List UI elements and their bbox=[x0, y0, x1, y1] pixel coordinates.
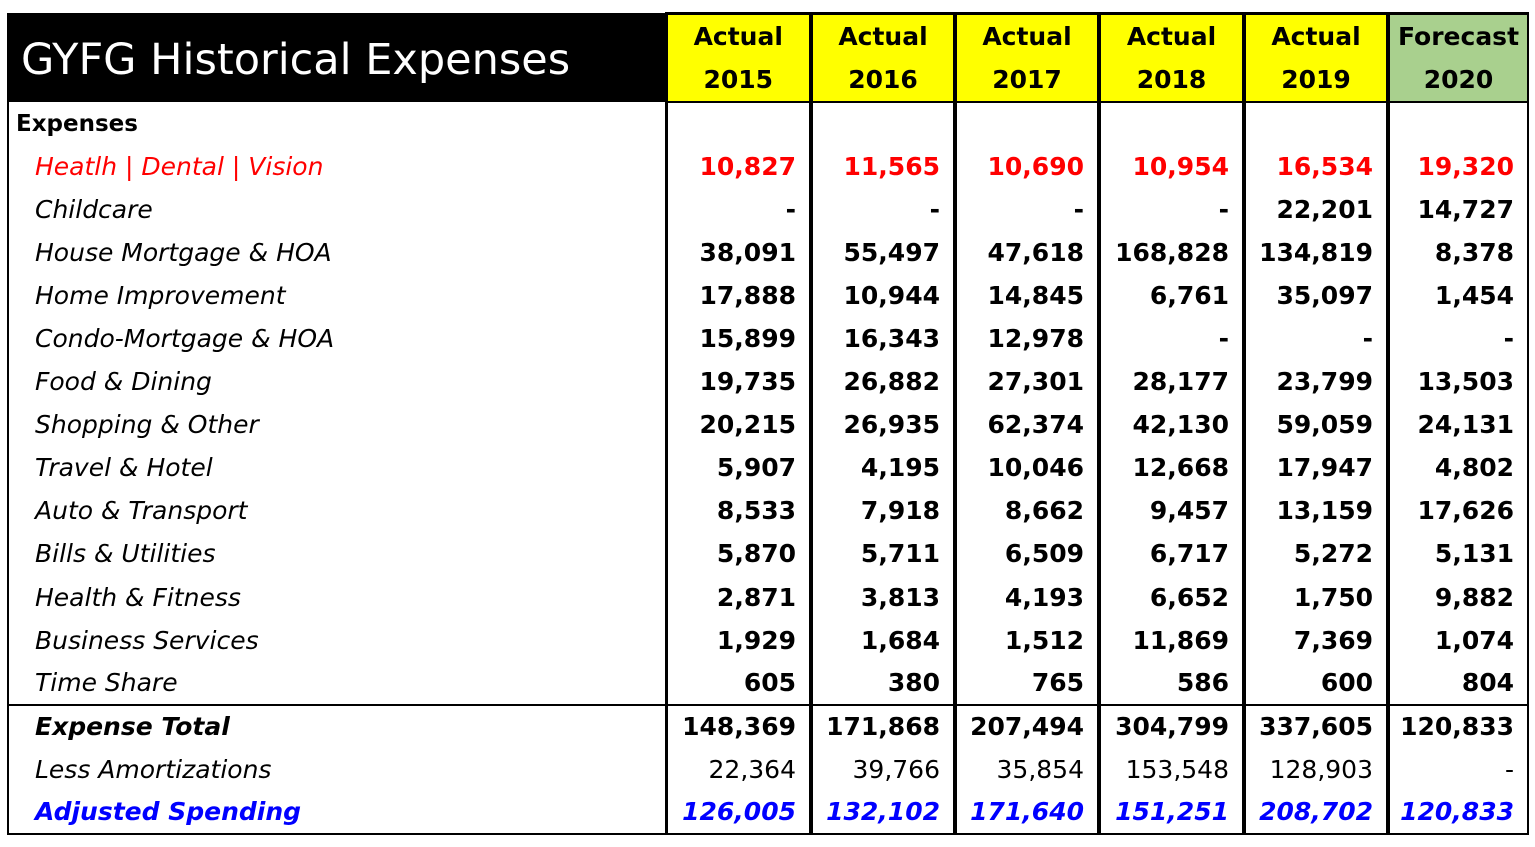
column-header-kind: Actual bbox=[693, 22, 783, 51]
column-header-2015 bbox=[666, 14, 811, 103]
value-cell: 1,684 bbox=[811, 619, 955, 662]
column-header-2016 bbox=[811, 14, 955, 103]
value-cell: 2,871 bbox=[666, 576, 811, 619]
value-cell: 9,882 bbox=[1388, 576, 1528, 619]
expenses-table bbox=[7, 12, 1529, 835]
expense-row bbox=[8, 317, 1528, 360]
value-cell: 4,802 bbox=[1388, 446, 1528, 489]
row-label: Business Services bbox=[35, 625, 259, 655]
section-row bbox=[8, 102, 1528, 145]
value-cell: 600 bbox=[1244, 662, 1388, 705]
value-cell: 8,533 bbox=[666, 489, 811, 532]
value-cell: 1,454 bbox=[1388, 274, 1528, 317]
value-cell: 16,534 bbox=[1244, 145, 1388, 188]
column-header-2017 bbox=[955, 14, 1099, 103]
value-cell: 3,813 bbox=[811, 576, 955, 619]
value-cell: 4,195 bbox=[811, 446, 955, 489]
value-cell: 17,888 bbox=[666, 274, 811, 317]
row-label: Condo-Mortgage & HOA bbox=[35, 324, 335, 354]
value-cell: 19,320 bbox=[1388, 145, 1528, 188]
column-header-kind: Actual bbox=[1126, 22, 1217, 51]
column-header-kind: Forecast bbox=[1397, 22, 1520, 51]
value-cell: 55,497 bbox=[811, 231, 955, 274]
value-cell: 171,868 bbox=[811, 705, 955, 748]
value-cell: 47,618 bbox=[955, 231, 1099, 274]
expense-row bbox=[8, 446, 1528, 489]
value-cell: 5,870 bbox=[666, 532, 811, 575]
value-cell: 10,944 bbox=[811, 274, 955, 317]
value-cell: 120,833 bbox=[1388, 705, 1528, 748]
value-cell: 304,799 bbox=[1099, 705, 1244, 748]
value-cell: 14,727 bbox=[1388, 188, 1528, 231]
value-cell: 6,509 bbox=[955, 532, 1099, 575]
value-cell: 8,662 bbox=[955, 489, 1099, 532]
column-header-2020 bbox=[1388, 14, 1528, 103]
value-cell: - bbox=[1388, 748, 1528, 791]
value-cell: 35,097 bbox=[1244, 274, 1388, 317]
expense-row bbox=[8, 576, 1528, 619]
value-cell: 22,201 bbox=[1244, 188, 1388, 231]
value-cell: - bbox=[811, 188, 955, 231]
row-label: House Mortgage & HOA bbox=[35, 238, 332, 268]
value-cell: 42,130 bbox=[1099, 403, 1244, 446]
value-cell: 10,827 bbox=[666, 145, 811, 188]
expense-row bbox=[8, 145, 1528, 188]
value-cell: 26,882 bbox=[811, 360, 955, 403]
value-cell: 20,215 bbox=[666, 403, 811, 446]
value-cell: 59,059 bbox=[1244, 403, 1388, 446]
value-cell: 1,074 bbox=[1388, 619, 1528, 662]
value-cell: 27,301 bbox=[955, 360, 1099, 403]
row-label: Travel & Hotel bbox=[35, 453, 213, 483]
value-cell: 1,750 bbox=[1244, 576, 1388, 619]
value-cell: - bbox=[1099, 188, 1244, 231]
expense-row bbox=[8, 662, 1528, 705]
value-cell: 208,702 bbox=[1244, 791, 1388, 834]
value-cell: 151,251 bbox=[1099, 791, 1244, 834]
expense-row bbox=[8, 489, 1528, 532]
column-header-year: 2015 bbox=[703, 65, 774, 94]
row-label: Expense Total bbox=[8, 705, 666, 748]
value-cell: 1,929 bbox=[666, 619, 811, 662]
row-label: Time Share bbox=[35, 668, 178, 698]
column-header-year: 2017 bbox=[992, 65, 1062, 94]
value-cell: 15,899 bbox=[666, 317, 811, 360]
value-cell: 171,640 bbox=[955, 791, 1099, 834]
value-cell: 24,131 bbox=[1388, 403, 1528, 446]
row-label: Adjusted Spending bbox=[35, 797, 302, 827]
row-label: Auto & Transport bbox=[35, 496, 248, 526]
expense-row bbox=[8, 532, 1528, 575]
empty-cell bbox=[955, 102, 1099, 145]
value-cell: 17,947 bbox=[1244, 446, 1388, 489]
value-cell: - bbox=[1388, 317, 1528, 360]
value-cell: 16,343 bbox=[811, 317, 955, 360]
value-cell: 126,005 bbox=[666, 791, 811, 834]
value-cell: 207,494 bbox=[955, 705, 1099, 748]
value-cell: 11,565 bbox=[811, 145, 955, 188]
value-cell: 168,828 bbox=[1099, 231, 1244, 274]
value-cell: 22,364 bbox=[666, 748, 811, 791]
value-cell: 39,766 bbox=[811, 748, 955, 791]
section-label: Expenses bbox=[16, 110, 138, 137]
value-cell: 804 bbox=[1388, 662, 1528, 705]
value-cell: 8,378 bbox=[1388, 231, 1528, 274]
value-cell: 586 bbox=[1099, 662, 1244, 705]
value-cell: 12,978 bbox=[955, 317, 1099, 360]
empty-cell bbox=[1244, 102, 1388, 145]
value-cell: 153,548 bbox=[1099, 748, 1244, 791]
value-cell: 4,193 bbox=[955, 576, 1099, 619]
value-cell: 11,869 bbox=[1099, 619, 1244, 662]
value-cell: 6,652 bbox=[1099, 576, 1244, 619]
value-cell: 765 bbox=[955, 662, 1099, 705]
summary-row-less bbox=[8, 748, 1528, 791]
expense-row bbox=[8, 619, 1528, 662]
expense-row bbox=[8, 274, 1528, 317]
column-header-year: 2020 bbox=[1423, 65, 1494, 94]
value-cell: 6,717 bbox=[1099, 532, 1244, 575]
empty-cell bbox=[666, 102, 811, 145]
value-cell: 23,799 bbox=[1244, 360, 1388, 403]
value-cell: 7,369 bbox=[1244, 619, 1388, 662]
expense-row bbox=[8, 360, 1528, 403]
sheet-title: GYFG Historical Expenses bbox=[8, 14, 666, 103]
value-cell: 7,918 bbox=[811, 489, 955, 532]
value-cell: 38,091 bbox=[666, 231, 811, 274]
empty-cell bbox=[1388, 102, 1528, 145]
column-header-2018 bbox=[1099, 14, 1244, 103]
value-cell: 14,845 bbox=[955, 274, 1099, 317]
value-cell: - bbox=[1244, 317, 1388, 360]
value-cell: - bbox=[1099, 317, 1244, 360]
row-label: Less Amortizations bbox=[35, 754, 272, 784]
column-header-kind: Actual bbox=[838, 22, 928, 51]
value-cell: 10,954 bbox=[1099, 145, 1244, 188]
value-cell: 28,177 bbox=[1099, 360, 1244, 403]
row-label: Bills & Utilities bbox=[35, 539, 216, 569]
column-header-kind: Actual bbox=[982, 22, 1072, 51]
row-label: Food & Dining bbox=[35, 367, 212, 397]
value-cell: 19,735 bbox=[666, 360, 811, 403]
value-cell: 13,159 bbox=[1244, 489, 1388, 532]
row-label: Health & Fitness bbox=[35, 582, 241, 612]
value-cell: - bbox=[666, 188, 811, 231]
value-cell: 5,272 bbox=[1244, 532, 1388, 575]
value-cell: 12,668 bbox=[1099, 446, 1244, 489]
value-cell: 9,457 bbox=[1099, 489, 1244, 532]
expense-row bbox=[8, 188, 1528, 231]
value-cell: 5,907 bbox=[666, 446, 811, 489]
value-cell: 132,102 bbox=[811, 791, 955, 834]
value-cell: 17,626 bbox=[1388, 489, 1528, 532]
value-cell: 26,935 bbox=[811, 403, 955, 446]
column-header-year: 2018 bbox=[1136, 65, 1207, 94]
column-header-2019 bbox=[1244, 14, 1388, 103]
value-cell: 337,605 bbox=[1244, 705, 1388, 748]
expense-row bbox=[8, 403, 1528, 446]
value-cell: 148,369 bbox=[666, 705, 811, 748]
value-cell: 120,833 bbox=[1388, 791, 1528, 834]
value-cell: 6,761 bbox=[1099, 274, 1244, 317]
value-cell: 128,903 bbox=[1244, 748, 1388, 791]
empty-cell bbox=[1099, 102, 1244, 145]
value-cell: 380 bbox=[811, 662, 955, 705]
value-cell: 35,854 bbox=[955, 748, 1099, 791]
column-header-year: 2016 bbox=[848, 65, 918, 94]
row-label: Home Improvement bbox=[35, 281, 286, 311]
value-cell: 13,503 bbox=[1388, 360, 1528, 403]
summary-row-total bbox=[8, 705, 1528, 748]
row-label: Shopping & Other bbox=[35, 410, 259, 440]
column-header-kind: Actual bbox=[1271, 22, 1361, 51]
value-cell: 10,046 bbox=[955, 446, 1099, 489]
expense-row bbox=[8, 231, 1528, 274]
value-cell: 62,374 bbox=[955, 403, 1099, 446]
row-label: Heatlh | Dental | Vision bbox=[35, 152, 324, 182]
value-cell: 1,512 bbox=[955, 619, 1099, 662]
empty-cell bbox=[811, 102, 955, 145]
summary-row-adjusted bbox=[8, 791, 1528, 834]
value-cell: - bbox=[955, 188, 1099, 231]
value-cell: 605 bbox=[666, 662, 811, 705]
value-cell: 134,819 bbox=[1244, 231, 1388, 274]
column-header-year: 2019 bbox=[1281, 65, 1351, 94]
value-cell: 10,690 bbox=[955, 145, 1099, 188]
value-cell: 5,131 bbox=[1388, 532, 1528, 575]
row-label: Childcare bbox=[35, 195, 153, 225]
value-cell: 5,711 bbox=[811, 532, 955, 575]
